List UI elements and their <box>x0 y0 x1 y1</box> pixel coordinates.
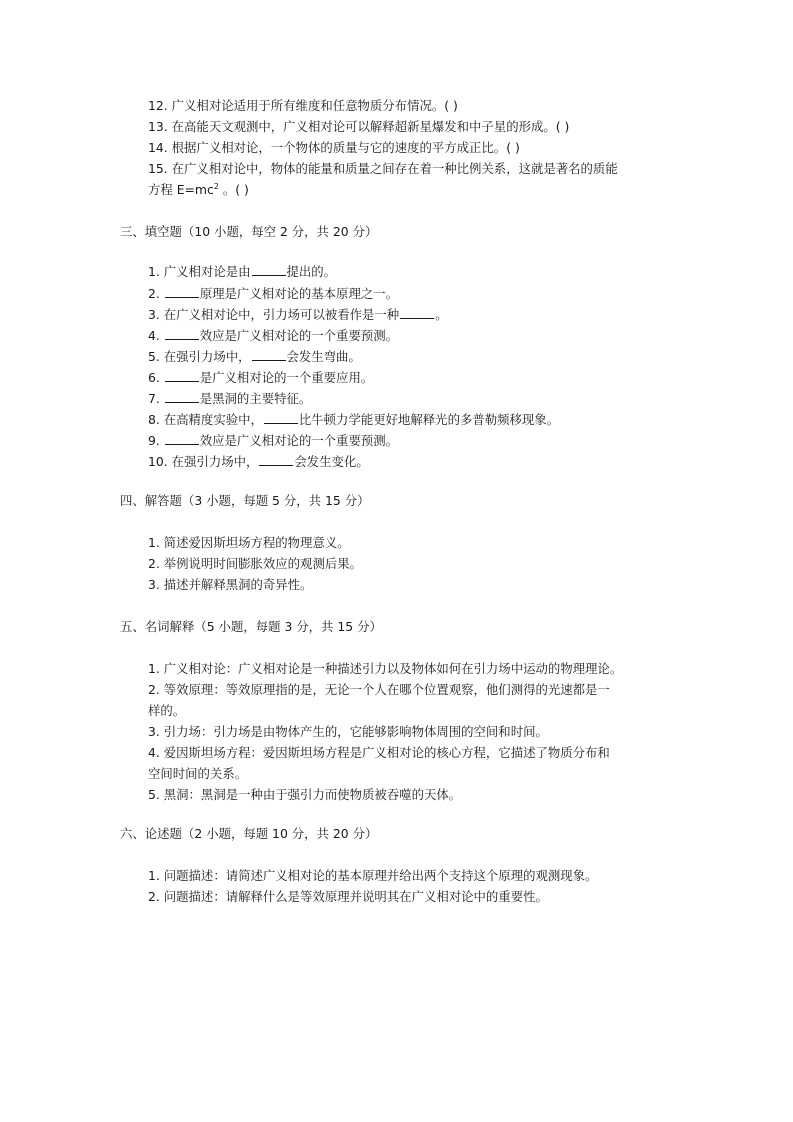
tf-question-13: 13. 在高能天文观测中，广义相对论可以解释超新星爆发和中子星的形成。( ) <box>148 119 570 134</box>
tf15-text-b: 。( ) <box>218 182 249 197</box>
fill-question-8 <box>148 410 688 430</box>
fill-q7-post: 是黑洞的主要特征。 <box>199 391 312 406</box>
fill-q2-post: 原理是广义相对论的基本原理之一。 <box>199 286 399 301</box>
tf15-text-a: 方程 E=mc <box>148 182 214 197</box>
definition-4-continued: 空间时间的关系。 <box>148 766 248 781</box>
fill-q6-pre: 6. <box>148 370 164 385</box>
tf-question-12: 12. 广义相对论适用于所有维度和任意物质分布情况。( ) <box>148 98 458 113</box>
answer-blank <box>165 390 199 403</box>
definition-4: 4. 爱因斯坦场方程：爱因斯坦场方程是广义相对论的核心方程，它描述了物质分布和 <box>148 745 610 760</box>
fill-q6-post: 是广义相对论的一个重要应用。 <box>199 370 374 385</box>
answer-blank <box>252 263 286 276</box>
tf-question-14: 14. 根据广义相对论，一个物体的质量与它的速度的平方成正比。( ) <box>148 140 520 155</box>
fill-q9-post: 效应是广义相对论的一个重要预测。 <box>199 433 399 448</box>
fill-q1-pre: 1. 广义相对论是由 <box>148 264 251 279</box>
essay-question-1: 1. 问题描述：请简述广义相对论的基本原理并给出两个支持这个原理的观测现象。 <box>148 868 598 883</box>
tf-question-15: 15. 在广义相对论中，物体的能量和质量之间存在着一种比例关系，这就是著名的质能 <box>148 161 618 176</box>
fill-q3-post: 。 <box>435 307 448 322</box>
fill-question-7 <box>148 389 688 409</box>
fill-q10-pre: 10. 在强引力场中， <box>148 454 259 469</box>
fill-question-3 <box>148 305 688 325</box>
fill-question-2 <box>148 284 688 304</box>
fill-question-5 <box>148 347 688 367</box>
answer-blank <box>400 306 434 319</box>
fill-q1-post: 提出的。 <box>286 264 337 279</box>
section-heading-essay: 六、论述题（2 小题，每题 10 分，共 20 分） <box>120 826 378 841</box>
answer-blank <box>259 453 293 466</box>
fill-question-4 <box>148 326 688 346</box>
answer-blank <box>264 411 298 424</box>
short-answer-question-2: 2. 举例说明时间膨胀效应的观测后果。 <box>148 556 363 571</box>
fill-question-1 <box>148 262 688 282</box>
answer-blank <box>252 348 286 361</box>
fill-question-9 <box>148 431 688 451</box>
short-answer-question-3: 3. 描述并解释黑洞的奇异性。 <box>148 577 313 592</box>
definition-3: 3. 引力场：引力场是由物体产生的，它能够影响物体周围的空间和时间。 <box>148 724 548 739</box>
section-heading-fill-blank: 三、填空题（10 小题，每空 2 分，共 20 分） <box>120 224 378 239</box>
section-heading-short-answer: 四、解答题（3 小题，每题 5 分，共 15 分） <box>120 493 370 508</box>
fill-q4-pre: 4. <box>148 328 164 343</box>
fill-q5-post: 会发生弯曲。 <box>286 349 361 364</box>
definition-5: 5. 黑洞：黑洞是一种由于强引力而使物质被吞噬的天体。 <box>148 787 462 802</box>
tf-question-15-continued <box>148 180 688 200</box>
section-heading-definitions: 五、名词解释（5 小题，每题 3 分，共 15 分） <box>120 619 382 634</box>
fill-q4-post: 效应是广义相对论的一个重要预测。 <box>199 328 399 343</box>
answer-blank <box>165 369 199 382</box>
fill-q2-pre: 2. <box>148 286 164 301</box>
fill-question-6 <box>148 368 688 388</box>
fill-question-10 <box>148 452 688 472</box>
definition-2-continued: 样的。 <box>148 703 186 718</box>
fill-q5-pre: 5. 在强引力场中， <box>148 349 251 364</box>
answer-blank <box>165 285 199 298</box>
tf15-superscript: 2 <box>213 181 219 191</box>
answer-blank <box>165 327 199 340</box>
definition-1: 1. 广义相对论：广义相对论是一种描述引力以及物体如何在引力场中运动的物理理论。 <box>148 661 623 676</box>
fill-q10-post: 会发生变化。 <box>294 454 369 469</box>
short-answer-question-1: 1. 简述爱因斯坦场方程的物理意义。 <box>148 535 350 550</box>
essay-question-2: 2. 问题描述：请解释什么是等效原理并说明其在广义相对论中的重要性。 <box>148 889 548 904</box>
fill-q8-post: 比牛顿力学能更好地解释光的多普勒频移现象。 <box>298 412 560 427</box>
fill-q7-pre: 7. <box>148 391 164 406</box>
fill-q8-pre: 8. 在高精度实验中， <box>148 412 263 427</box>
definition-2: 2. 等效原理：等效原理指的是，无论一个人在哪个位置观察，他们测得的光速都是一 <box>148 682 610 697</box>
answer-blank <box>165 432 199 445</box>
fill-q3-pre: 3. 在广义相对论中，引力场可以被看作是一种 <box>148 307 400 322</box>
fill-q9-pre: 9. <box>148 433 164 448</box>
